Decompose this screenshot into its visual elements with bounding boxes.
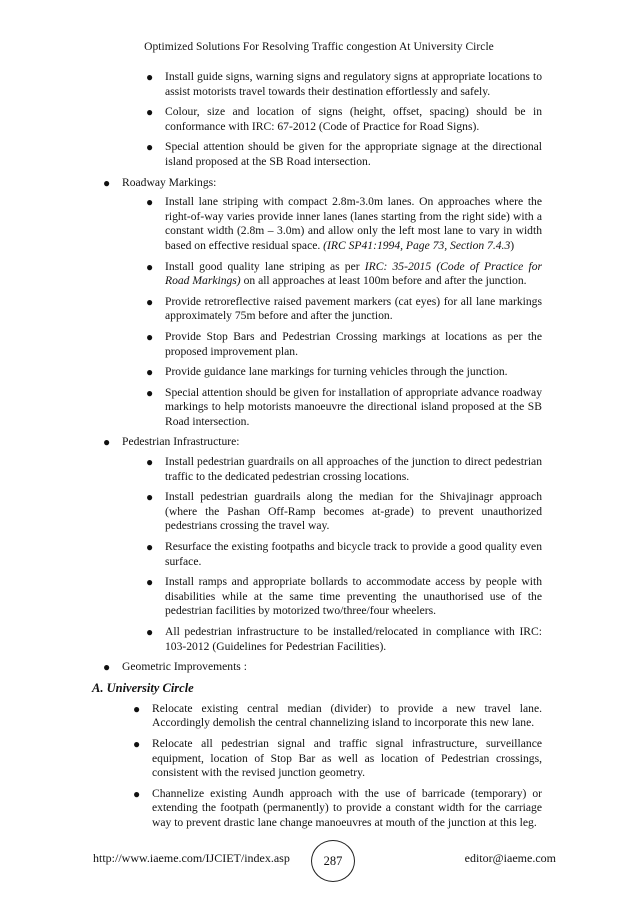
roadway-markings-section [0, 176, 638, 430]
bullet-icon: ● [146, 140, 154, 155]
bullet-icon: ● [146, 259, 154, 274]
bullet-icon: ● [146, 540, 154, 555]
footer-email-link[interactable]: editor@iaeme.com [464, 851, 556, 865]
page-number-badge: 287 [311, 840, 355, 882]
pedestrian-infrastructure-label: Pedestrian Infrastructure: [122, 435, 240, 449]
bullet-icon: ● [103, 660, 111, 675]
page-footer [0, 840, 638, 880]
pedestrian-infrastructure-list [135, 455, 542, 654]
bullet-icon: ● [146, 70, 154, 84]
footer-url-link[interactable]: http://www.iaeme.com/IJCIET/index.asp [93, 851, 290, 865]
bullet-icon: ● [133, 701, 141, 716]
bullet-icon: ● [146, 294, 154, 309]
section-heading: A. University Circle [92, 680, 194, 695]
bullet-icon: ● [146, 385, 154, 400]
list-item: ● Install lane striping with compact 2.8m-3.0m lanes. On approaches where the right-of-way varies provide inner lanes (lanes starting from the right side) with a constant width (2.8m – 3.0m) and allow only the left most lane to vary in width based on effective residual space. (IRC SP41:1994, Page 73, Section 7.4.3) [146, 195, 542, 252]
list-item: ● Install ramps and appropriate bollards to accommodate access by people with disabilities while at the same time preventing the unauthorised use of the pedestrian facilities by motorized two/three/four wheelers. [146, 575, 542, 618]
list-item: ● Provide guidance lane markings for turning vehicles through the junction. [146, 365, 508, 380]
bullet-icon: ● [146, 105, 154, 120]
list-item: ● Install pedestrian guardrails along the median for the Shivajinagr approach (where the Pashan Off-Ramp becomes at-grade) to prevent unauthorized pedestrians crossing the travel way. [146, 490, 542, 533]
bullet-icon: ● [146, 365, 154, 380]
geometric-improvements-section [0, 660, 638, 675]
list-item: ● All pedestrian infrastructure to be installed/relocated in compliance with IRC: 103-2012 (Guidelines for Pedestrian Facilities). [146, 625, 542, 653]
bullet-icon: ● [146, 195, 154, 210]
roadway-markings-list [135, 195, 542, 429]
bullet-icon: ● [146, 329, 154, 344]
roadway-markings-label: Roadway Markings: [122, 175, 217, 189]
list-item: ● Relocate existing central median (divider) to provide a new travel lane. Accordingly demolish the central channelizing island to incorporate this new lane. [133, 701, 542, 730]
bullet-icon: ● [146, 625, 154, 639]
bullet-icon: ● [103, 435, 111, 450]
list-item: ● Install guide signs, warning signs and regulatory signs at appropriate locations to assist motorists travel towards their destination effortlessly and safely. [146, 70, 542, 98]
list-item: ● Relocate all pedestrian signal and traffic signal infrastructure, surveillance equipment, location of Stop Bar as well as location of Pedestrian crossings, consistent with the revised junction geometry. [133, 736, 542, 780]
signage-list [0, 70, 638, 170]
bullet-icon: ● [133, 786, 141, 801]
list-item: ● Special attention should be given for the appropriate signage at the directional island proposed at the SB Road intersection. [146, 140, 542, 168]
main-bullet-list [0, 176, 638, 675]
list-item: ● Install pedestrian guardrails on all approaches of the junction to direct pedestrian traffic to the dedicated pedestrian crossing locations. [146, 455, 542, 483]
pedestrian-infrastructure-section [0, 435, 638, 654]
bullet-icon: ● [146, 490, 154, 505]
list-item: ● Special attention should be given for installation of appropriate advance roadway markings to help motorists manoeuvre the directional island proposed at the SB Road intersection. [146, 385, 542, 428]
bullet-icon: ● [146, 575, 154, 590]
list-item: ● Colour, size and location of signs (height, offset, spacing) should be in conformance with IRC: 67-2012 (Code of Practice for Road Signs). [146, 105, 542, 133]
running-header: Optimized Solutions For Resolving Traffic congestion At University Circle [144, 41, 494, 53]
bullet-icon: ● [133, 736, 141, 751]
list-item: ● Install good quality lane striping as per IRC: 35-2015 (Code of Practice for Road Markings) on all approaches at least 100m before and after the junction. [146, 259, 542, 288]
bullet-icon: ● [103, 175, 111, 190]
university-circle-list [0, 702, 638, 831]
page-body [0, 70, 638, 837]
list-item: ● Resurface the existing footpaths and bicycle track to provide a good quality even surface. [146, 540, 542, 568]
geometric-improvements-label: Geometric Improvements : [122, 660, 247, 674]
bullet-icon: ● [146, 455, 154, 470]
list-item: ● Channelize existing Aundh approach with the use of barricade (temporary) or extending the footpath (permanently) to provide a constant width for the carriage way to prevent drastic lane change manoeuvres at mouth of the junction at this leg. [133, 786, 542, 829]
list-item: ● Provide Stop Bars and Pedestrian Crossing markings at locations as per the proposed improvement plan. [146, 329, 542, 358]
list-item: ● Provide retroreflective raised pavement markers (cat eyes) for all lane markings approximately 75m before and after the junction. [146, 294, 542, 323]
